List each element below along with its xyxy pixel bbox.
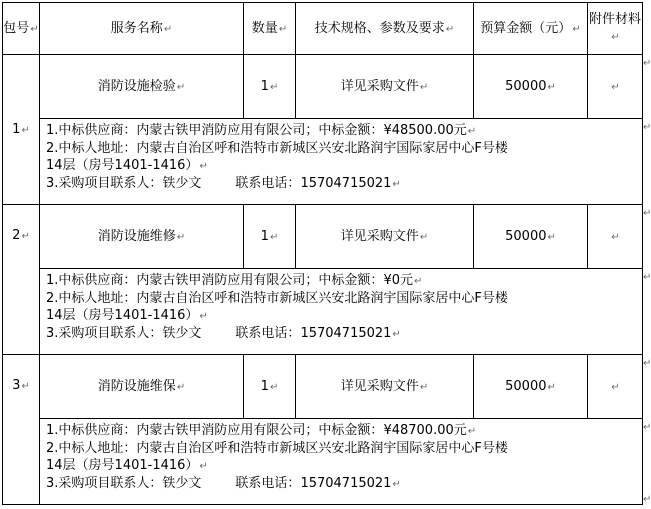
attachments: ↵ <box>588 355 643 419</box>
row-end-mark: ↵ <box>643 122 651 133</box>
service-name: 消防设施维保↵ <box>40 355 244 419</box>
row-end-mark: ↵ <box>643 58 651 69</box>
contact-line: 3.采购项目联系人：铁少文 联系电话：15704715021↵ <box>46 476 401 491</box>
row-end-mark: ↵ <box>643 208 651 219</box>
budget: 50000↵ <box>474 205 588 269</box>
service-name: 消防设施维修↵ <box>40 205 244 269</box>
attachments: ↵ <box>588 205 643 269</box>
package-row <box>3 355 643 419</box>
package-row <box>3 205 643 269</box>
package-number: 2↵ <box>3 205 40 355</box>
address-line-2: 14层（房号1401-1416）↵ <box>46 308 208 323</box>
award-detail <box>40 269 643 355</box>
attachments: ↵ <box>588 55 643 119</box>
award-detail-row <box>3 119 643 205</box>
supplier-line: 1.中标供应商：内蒙古铁甲消防应用有限公司；中标金额：¥48500.00元↵ <box>46 123 477 138</box>
header-service-name: 服务名称↵ <box>40 3 244 55</box>
spec: 详见采购文件↵ <box>296 55 474 119</box>
supplier-line: 1.中标供应商：内蒙古铁甲消防应用有限公司；中标金额：¥48700.00元↵ <box>46 423 477 438</box>
address-line: 2.中标人地址：内蒙古自治区呼和浩特市新城区兴安北路润宇国际家居中心F号楼 <box>46 141 508 156</box>
award-detail <box>40 119 643 205</box>
award-detail-row <box>3 269 643 355</box>
row-end-mark: ↵ <box>643 358 651 369</box>
address-line: 2.中标人地址：内蒙古自治区呼和浩特市新城区兴安北路润宇国际家居中心F号楼 <box>46 441 508 456</box>
quantity: 1↵ <box>244 55 296 119</box>
address-line-2: 14层（房号1401-1416）↵ <box>46 158 208 173</box>
award-detail-row <box>3 419 643 505</box>
budget: 50000↵ <box>474 355 588 419</box>
service-name: 消防设施检验↵ <box>40 55 244 119</box>
header-spec: 技术规格、参数及要求↵ <box>296 3 474 55</box>
package-number: 1↵ <box>3 55 40 205</box>
header-attachments: 附件材料↵ <box>588 3 643 55</box>
procurement-result-table <box>2 2 643 505</box>
award-detail <box>40 419 643 505</box>
supplier-line: 1.中标供应商：内蒙古铁甲消防应用有限公司；中标金额：¥0元↵ <box>46 273 423 288</box>
budget: 50000↵ <box>474 55 588 119</box>
header-budget: 预算金额（元）↵ <box>474 3 588 55</box>
spec: 详见采购文件↵ <box>296 205 474 269</box>
row-end-mark: ↵ <box>643 422 651 433</box>
row-end-mark: ↵ <box>643 494 651 505</box>
address-line: 2.中标人地址：内蒙古自治区呼和浩特市新城区兴安北路润宇国际家居中心F号楼 <box>46 291 508 306</box>
address-line-2: 14层（房号1401-1416）↵ <box>46 458 208 473</box>
package-number: 3↵ <box>3 355 40 505</box>
contact-line: 3.采购项目联系人：铁少文 联系电话：15704715021↵ <box>46 176 401 191</box>
spec: 详见采购文件↵ <box>296 355 474 419</box>
quantity: 1↵ <box>244 355 296 419</box>
contact-line: 3.采购项目联系人：铁少文 联系电话：15704715021↵ <box>46 326 401 341</box>
package-row <box>3 55 643 119</box>
quantity: 1↵ <box>244 205 296 269</box>
row-end-mark: ↵ <box>643 272 651 283</box>
table-header-row <box>3 3 643 55</box>
header-quantity: 数量↵ <box>244 3 296 55</box>
header-package-no: 包号↵ <box>3 3 40 55</box>
